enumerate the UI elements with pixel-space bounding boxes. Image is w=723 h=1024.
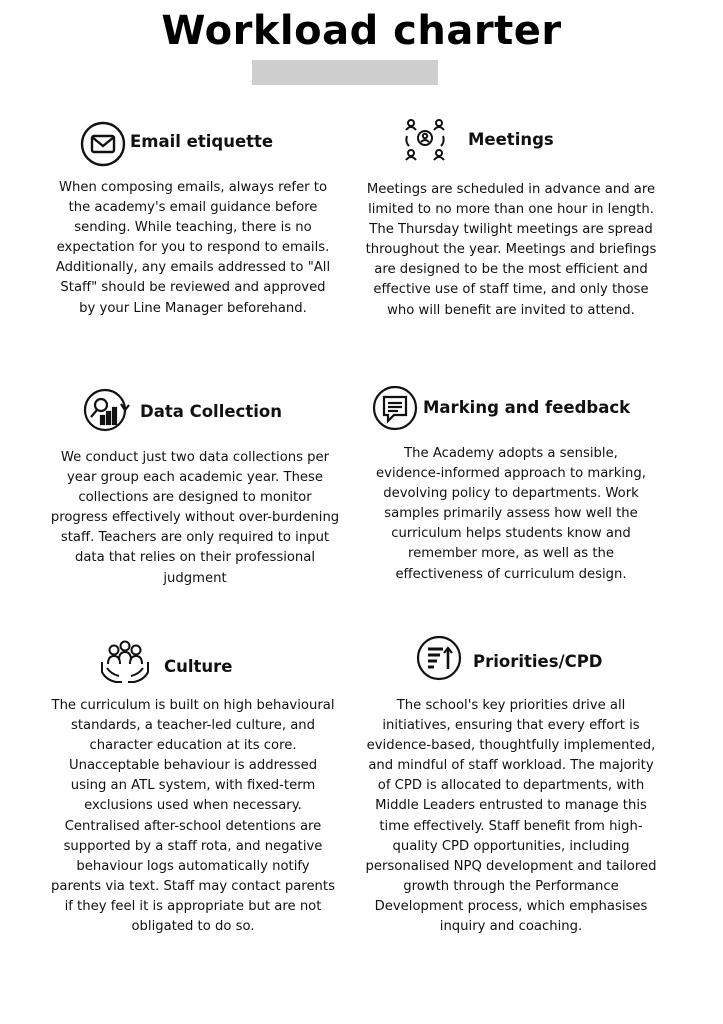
section-heading: Email etiquette — [130, 132, 274, 151]
feedback-chat-icon — [369, 382, 421, 434]
section-culture — [43, 636, 343, 937]
title-underline-bar — [252, 60, 438, 85]
section-body: Meetings are scheduled in advance and are limited to no more than one hour in length. The Thursday twilight meetings are spread throughout the year. Meetings and briefings are designed to be the most efficient and effective use of staff time, and only those who will benefit are invited to attend. — [365, 182, 657, 318]
section-marking-feedback — [361, 382, 661, 585]
section-body: The school's key priorities drive all initiatives, ensuring that every effort is evidence-based, thoughtfully implemented, and mindful of staff workload. The majority of CPD is allocated to departments, with Middle Leaders entrusted to manage this time effectively. Staff benefit from high-quality CPD opportunities, including personalised NPQ development and tailored growth through the Performance Development process, which emphasises inquiry and coaching. — [365, 698, 657, 935]
section-body: The curriculum is built on high behavioural standards, a teacher-led culture, and character education at its core. Unacceptable behaviour is addressed using an ATL system, with fixed-term exclusions used when necessary. Centralised after-school detentions are supported by a staff rota, and negative behaviour logs automatically notify parents via text. Staff may contact parents if they feel it is appropriate but are not obligated to do so. — [51, 698, 335, 935]
data-analysis-icon — [79, 384, 131, 436]
section-body: The Academy adopts a sensible, evidence-informed approach to marking, devolving policy to departments. Work samples primarily assess how well the curriculum helps students know and remember more, as well as the effectiveness of curriculum design. — [376, 446, 646, 582]
section-body: We conduct just two data collections per year group each academic year. These collections are designed to monitor progress effectively without over-burdening staff. Teachers are only required to input data that relies on their professional judgment — [50, 450, 340, 586]
community-hands-icon — [99, 636, 151, 688]
section-email-etiquette — [43, 118, 343, 319]
meeting-people-icon — [399, 114, 451, 166]
section-priorities-cpd — [361, 634, 661, 937]
section-heading: Culture — [164, 657, 233, 676]
priority-list-icon — [413, 632, 465, 684]
section-meetings — [361, 114, 661, 321]
envelope-icon — [77, 118, 129, 170]
section-heading: Data Collection — [140, 402, 282, 421]
section-heading: Priorities/CPD — [473, 652, 603, 671]
page-title: Workload charter — [161, 8, 562, 54]
section-heading: Meetings — [468, 130, 554, 149]
section-data-collection — [45, 384, 345, 589]
section-heading: Marking and feedback — [423, 398, 631, 417]
section-body: When composing emails, always refer to the academy's email guidance before sending. While teaching, there is no expectation for you to respond to emails. Additionally, any emails addressed to "All Staff" should be reviewed and approved by your Line Manager beforehand. — [55, 180, 331, 316]
